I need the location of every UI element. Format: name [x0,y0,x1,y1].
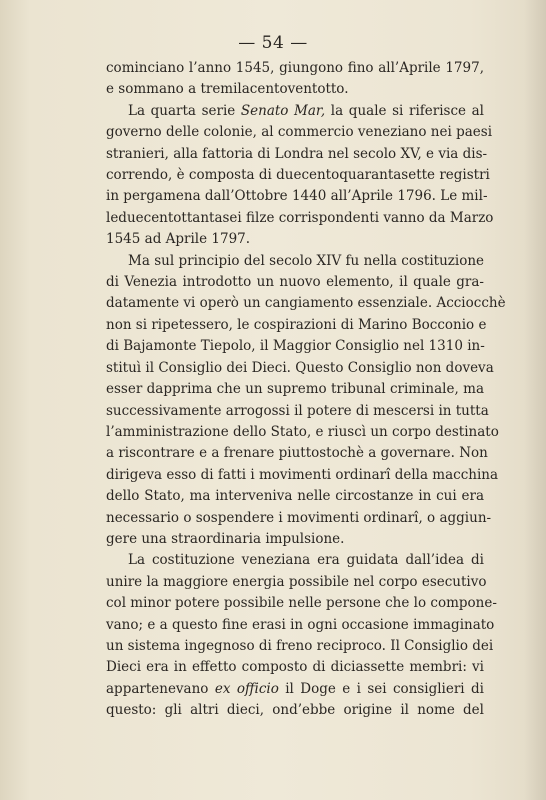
text-line [106,679,484,700]
text-run: il Doge e i sei consiglieri di [278,680,484,697]
text-line: un sistema ingegnoso di freno reciproco. Il Consiglio dei [106,637,494,654]
italic-text: ex officio [214,680,279,697]
text-line: l’amministrazione dello Stato, e riuscì un corpo destinato [106,423,499,440]
text-line: correndo, è composta di duecentoquarantasette registri [106,167,490,184]
page-spine-shadow [524,0,546,800]
text-line: Dieci era in effetto composto di diciassette membri: vi [106,659,484,676]
text-line: successivamente arrogossi il potere di mescersi in tutta [106,402,489,419]
text-run: la quale si riferisce al [325,102,484,119]
text-line: cominciano l’anno 1545, giungono fino all’Aprile 1797, [106,60,484,76]
text-line: col minor potere possibile nelle persone che lo compone- [106,595,497,612]
text-line: dello Stato, ma interveniva nelle circostanze in cui era [106,488,484,505]
text-line: La costituzione veneziana era guidata dall’idea di [128,552,484,569]
text-line: stranieri, alla fattoria di Londra nel secolo XV, e via dis- [106,145,488,162]
body-text [106,58,506,722]
text-line: di Bajamonte Tiepolo, il Maggior Consiglio nel 1310 in- [106,338,485,355]
text-line: Ma sul principio del secolo XIV fu nella costituzione [128,252,484,269]
text-line [106,101,484,122]
text-line: in pergamena dall’Ottobre 1440 all’Aprile 1796. Le mil- [106,188,488,205]
text-line: vano; e a questo fine erasi in ogni occasione immaginato [106,616,495,633]
text-line: unire la maggiore energia possibile nel corpo esecutivo [106,573,487,590]
text-line: leduecentottantasei filze corrispondenti vanno da Marzo [106,209,494,226]
text-run: appartenevano [106,680,215,697]
text-line: necessario o sospendere i movimenti ordinarî, o aggiun- [106,509,492,526]
text-line: governo delle colonie, al commercio veneziano nei paesi [106,124,493,141]
text-line: dirigeva esso di fatti i movimenti ordinarî della macchina [106,466,499,483]
text-line: non si ripetessero, le cospirazioni di Marino Bocconio e [106,316,487,333]
text-line: gere una straordinaria impulsione. [106,530,345,547]
text-line: stituì il Consiglio dei Dieci. Questo Consiglio non doveva [106,359,494,376]
text-line: di Venezia introdotto un nuovo elemento, il quale gra- [106,274,484,291]
text-line: a riscontrare e a frenare piuttostochè a governare. Non [106,445,488,462]
italic-text: Senato Mar, [240,102,326,119]
text-run: La quarta serie [128,102,241,119]
page-number: — 54 — [238,33,308,53]
text-line: questo: gli altri dieci, ond’ebbe origine il nome del [106,702,484,719]
text-line: 1545 ad Aprile 1797. [106,231,251,248]
text-line: e sommano a tremilacentoventotto. [106,81,349,98]
text-line: esser dapprima che un supremo tribunal criminale, ma [106,381,484,398]
text-line: datamente vi operò un cangiamento essenziale. Acciocchè [106,295,506,312]
